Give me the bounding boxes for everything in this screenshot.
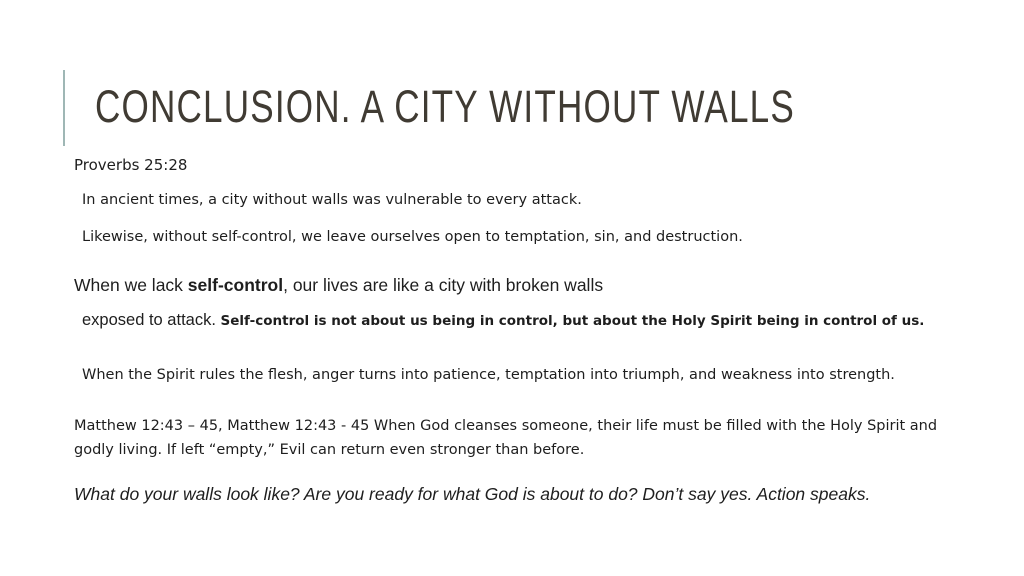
paragraph-likewise: Likewise, without self-control, we leave ourselves open to temptation, sin, and destruction. xyxy=(82,229,743,245)
paragraph-exposed xyxy=(82,310,952,331)
paragraph-lack-self-control xyxy=(74,275,603,296)
exposed-plain-text: exposed to attack. xyxy=(82,311,221,329)
paragraph-spirit-rules: When the Spirit rules the flesh, anger turns into patience, temptation into triumph, and weakness into strength. xyxy=(82,367,895,383)
scripture-reference: Proverbs 25:28 xyxy=(74,156,188,174)
slide-title: CONCLUSION. A CITY WITHOUT WALLS xyxy=(95,81,795,132)
lack-prefix: When we lack xyxy=(74,275,188,295)
closing-question: What do your walls look like? Are you ready for what God is about to do? Don’t say yes. Action speaks. xyxy=(74,484,871,504)
lack-emphasis: self-control xyxy=(187,275,284,295)
lack-suffix: , our lives are like a city with broken walls xyxy=(283,275,604,295)
paragraph-matthew: Matthew 12:43 – 45, Matthew 12:43 - 45 When God cleanses someone, their life must be filled with the Holy Spirit and godly living. If left “empty,” Evil can return even stronger than before. xyxy=(74,418,938,458)
exposed-bold-text: Self-control is not about us being in control, but about the Holy Spirit being in control of us. xyxy=(220,313,925,329)
paragraph-ancient-times: In ancient times, a city without walls was vulnerable to every attack. xyxy=(82,192,582,208)
title-accent-line xyxy=(63,70,65,146)
